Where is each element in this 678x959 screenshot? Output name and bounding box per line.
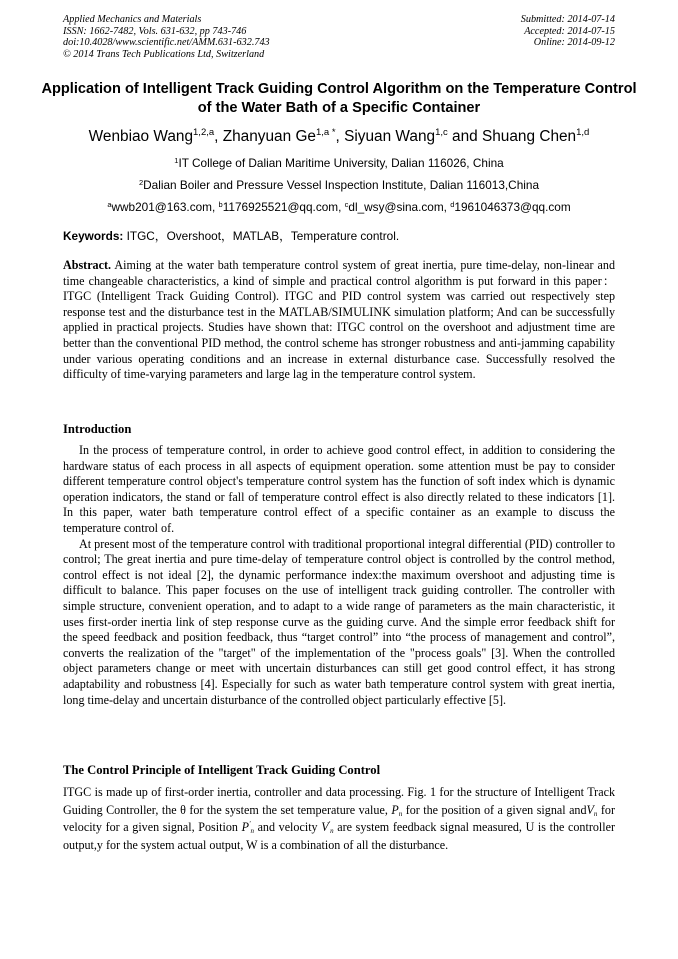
control-paragraph xyxy=(63,784,615,854)
keywords-text: ITGC，Overshoot，MATLAB，Temperature control. xyxy=(123,229,400,243)
symbol-sub: n xyxy=(330,827,334,835)
control-text: ITGC is made up of first-order inertia, controller and data processing. Fig. 1 for the structure of Intelligent Track Guiding Controller, the θ for the system the set temperature value, xyxy=(63,785,615,817)
author-emails xyxy=(30,200,648,215)
author-affil-mark: 1,a * xyxy=(315,127,336,138)
intro-paragraph-1: In the process of temperature control, in order to achieve good control effect, in addition to considering the hardware status of each process in all aspects of equipment operation. some attention must be pay to consider different temperature control object's temperature control system has the function of soft index which is dynamic operation indicators, the stand or fall of temperature control effect is also directly related to these indicators [1]. In this paper, water bath temperature control effect of a specific container as an example to discuss the temperature control of. xyxy=(63,443,615,535)
symbol-sup: ' xyxy=(328,820,331,828)
control-text: for velocity for a given signal, Position xyxy=(63,802,615,834)
submission-dates xyxy=(521,14,615,49)
abstract-text: Aiming at the water bath temperature control system of great inertia, pure time-delay, non-linear and time changeable characteristics, a kind of simple and practical control algorithm is put forward in this paper：ITGC (Intelligent Track Guiding Control). ITGC and PID control system was carried out respectively step response test and the disturbance test in the MATLAB/SIMULINK simulation platform; And can be successfully applied in practical projects. Studies have shown that: ITGC control on the overshoot and adjustment time are better than the conventional PID method, the control scheme has stronger robustness and anti-jamming capability under various operating conditions and an increase in external disturbance case. Successfully resolved the difficulty of time-varying parameters and large lag in the temperature control system. xyxy=(63,258,615,382)
online-date: Online: 2014-09-12 xyxy=(533,37,615,49)
journal-issn: ISSN: 1662-7482, Vols. 631-632, pp 743-746 xyxy=(63,25,247,37)
control-text: and velocity xyxy=(253,820,322,834)
email-mark: b xyxy=(218,200,223,209)
abstract xyxy=(63,258,615,383)
email-link[interactable]: dl_wsy@sina.com, xyxy=(348,200,451,214)
author-name: Siyuan Wang xyxy=(344,128,436,145)
symbol-letter: V xyxy=(321,820,329,834)
journal-doi: doi:10.4028/www.scientific.net/AMM.631-632.743 xyxy=(63,37,270,49)
symbol-sub: n xyxy=(398,809,403,818)
author-name: Wenbiao Wang xyxy=(88,128,194,145)
email-link[interactable]: wwb201@163.com, xyxy=(111,200,219,214)
introduction-heading: Introduction xyxy=(63,422,132,436)
control-principle-body xyxy=(63,784,615,854)
symbol-letter: P xyxy=(241,820,249,834)
control-text: for the position of a given signal and xyxy=(402,802,587,817)
email-mark: d xyxy=(450,200,455,209)
author-separator: and xyxy=(447,128,482,145)
symbol-vn-prime xyxy=(321,820,333,834)
author-list xyxy=(30,127,648,147)
control-principle-heading: The Control Principle of Intelligent Track Guiding Control xyxy=(63,763,381,777)
author-name: Zhanyuan Ge xyxy=(222,128,316,145)
symbol-letter: V xyxy=(586,802,594,817)
accepted-date: Accepted: 2014-07-15 xyxy=(524,25,615,37)
journal-copyright: © 2014 Trans Tech Publications Ltd, Switzerland xyxy=(63,48,265,60)
affiliation-mark: 2 xyxy=(138,178,144,187)
symbol-letter: P xyxy=(391,802,399,817)
submitted-date: Submitted: 2014-07-14 xyxy=(520,14,615,25)
symbol-sub: n xyxy=(593,809,598,818)
symbol-vn xyxy=(587,803,598,817)
email-link[interactable]: 1961046373@qq.com xyxy=(454,200,571,214)
journal-name: Applied Mechanics and Materials xyxy=(63,14,202,25)
affiliation-text: IT College of Dalian Maritime University, Dalian 116026, China xyxy=(178,156,504,170)
author-separator: , xyxy=(335,128,345,145)
introduction-body xyxy=(63,443,615,708)
author-affil-mark: 1,c xyxy=(435,127,448,138)
email-mark: a xyxy=(107,200,112,209)
symbol-sup: ' xyxy=(248,820,251,828)
control-text: are system feedback signal measured, U is the controller output,y for the system actual output, W is a combination of all the disturbance. xyxy=(63,820,616,852)
email-mark: c xyxy=(344,200,349,209)
author-separator: , xyxy=(214,128,223,145)
symbol-sub: n xyxy=(250,827,254,835)
symbol-pn-prime xyxy=(242,820,254,834)
paper-title: Application of Intelligent Track Guiding Control Algorithm on the Temperature Control of the Water Bath of a Specific Container xyxy=(41,81,637,116)
intro-paragraph-2: At present most of the temperature control with traditional proportional integral differential (PID) controller to control; The great inertia and pure time-delay of temperature control object is controlled by the control method, control effect is not ideal [2], the dynamic performance index:the maximum overshoot and adjusting time is difficult to balance. This paper focuses on the use of intelligent track guiding controller. The controller with simple structure, convenient operation, and to adapt to a wide range of parameters as the main characteristic, it uses first-order inertia link of step response curve as the guiding curve. And the simple error feedback shift for the speed feedback and position feedback, thus “target control” into “the process of management and control”, converts the realization of the "target" of the implementation of the "process goals" [3]. When the controlled object parameters change or meet with uncertain disturbances can still get good control effect, it has strong adaptability and robustness [4]. Especially for such as water bath temperature control system with great inertia, long time-delay and uncertain disturbance of the controlled object particularly effective [5]. xyxy=(63,536,615,707)
author-affil-mark: 1,2,a xyxy=(193,127,215,138)
symbol-pn xyxy=(391,803,402,817)
affiliation-2 xyxy=(30,178,648,193)
affiliation-text: Dalian Boiler and Pressure Vessel Inspection Institute, Dalian 116013,China xyxy=(143,178,540,192)
affiliation-1 xyxy=(30,156,648,171)
keywords-label: Keywords: xyxy=(63,229,124,243)
keywords xyxy=(63,229,615,244)
author-name: Shuang Chen xyxy=(481,128,577,145)
author-affil-mark: 1,d xyxy=(576,127,590,138)
abstract-label: Abstract. xyxy=(63,258,112,272)
journal-header xyxy=(63,14,270,60)
email-link[interactable]: 1176925521@qq.com, xyxy=(222,200,345,214)
affiliation-mark: 1 xyxy=(174,156,179,165)
